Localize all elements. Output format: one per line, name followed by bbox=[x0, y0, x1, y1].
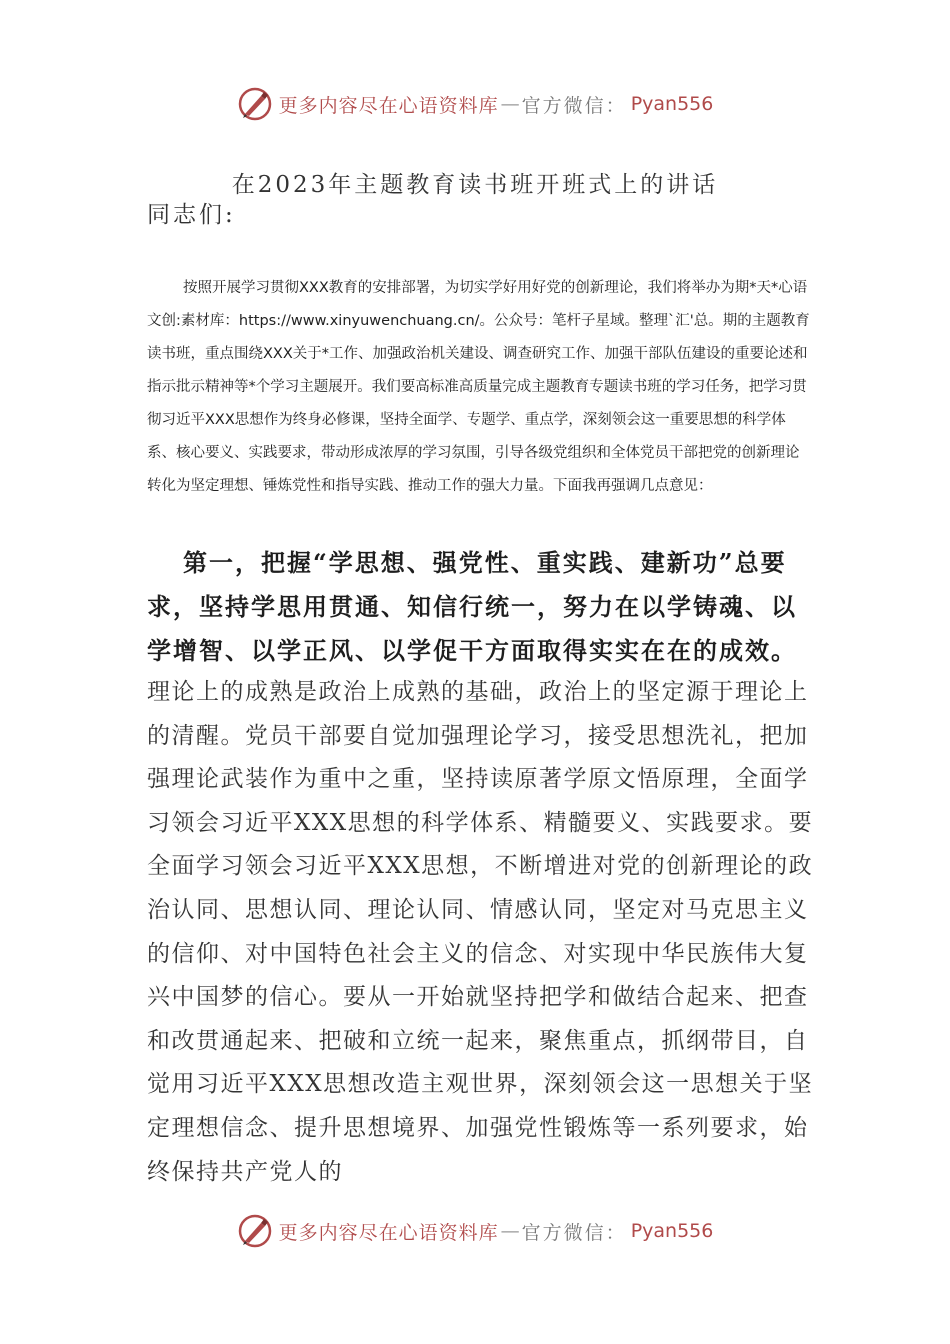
wechat-id: Pyan556 bbox=[630, 93, 714, 115]
pen-circle-logo-icon bbox=[237, 86, 273, 122]
banner-text: 更多内容尽在心语资料库 bbox=[278, 1221, 499, 1244]
wechat-label: 官方微信： bbox=[521, 1221, 627, 1244]
body-paragraph: 理论上的成熟是政治上成熟的基础，政治上的坚定源于理论上的清醒。党员干部要自觉加强理论学习，接受思想洗礼，把加强理论武装作为重中之重，坚持读原著学原文悟原理，全面学习领会习近平XXX思想的科学体系、精髓要义、实践要求。要全面学习领会习近平XXX思想，不断增进对党的创新理论的政治认同、思想认同、理论认同、情感认同，坚定对马克思主义的信仰、对中国特色社会主义的信念、对实现中华民族伟大复兴中国梦的信心。要从一开始就坚持把学和做结合起来、把查和改贯通起来、把破和立统一起来，聚焦重点，抓纲带目，自觉用习近平XXX思想改造主观世界，深刻领会这一思想关于坚定理想信念、提升思想境界、加强党性锻炼等一系列要求，始终保持共产党人的 bbox=[147, 679, 814, 1185]
footer-banner bbox=[0, 1211, 950, 1251]
banner-separator: — bbox=[500, 93, 520, 115]
salutation: 同志们: bbox=[147, 202, 236, 228]
wechat-label: 官方微信： bbox=[521, 94, 627, 117]
section-heading: 第一，把握“学思想、强党性、重实践、建新功”总要求，坚持学思用贯通、知信行统一，努力在以学铸魂、以学增智、以学正风、以学促干方面取得实实在在的成效。 bbox=[147, 548, 797, 665]
intro-paragraph: 按照开展学习贯彻XXX教育的安排部署，为切实学好用好党的创新理论，我们将举办为期*天*心语文创:素材库：https://www.xinyuwenchuang.cn/。公众号：笔杆子星域。整理`汇'总。期的主题教育读书班，重点围绕XXX关于*工作、加强政治机关建设、调查研究工作、加强干部队伍建设的重要论述和指示批示精神等*个学习主题展开。我们要高标准高质量完成主题教育专题读书班的学习任务，把学习贯彻习近平XXX思想作为终身必修课，坚持全面学、专题学、重点学，深刻领会这一重要思想的科学体系、核心要义、实践要求，带动形成浓厚的学习氛围，引导各级党组织和全体党员干部把党的创新理论转化为坚定理想、锤炼党性和指导实践、推动工作的强大力量。下面我再强调几点意见： bbox=[147, 280, 810, 494]
banner-text: 更多内容尽在心语资料库 bbox=[278, 94, 499, 117]
header-banner bbox=[0, 84, 950, 124]
wechat-id: Pyan556 bbox=[630, 1220, 714, 1242]
banner-separator: — bbox=[500, 1220, 520, 1242]
pen-circle-logo-icon bbox=[237, 1213, 273, 1249]
document-title: 在2023年主题教育读书班开班式上的讲话 bbox=[231, 172, 719, 198]
